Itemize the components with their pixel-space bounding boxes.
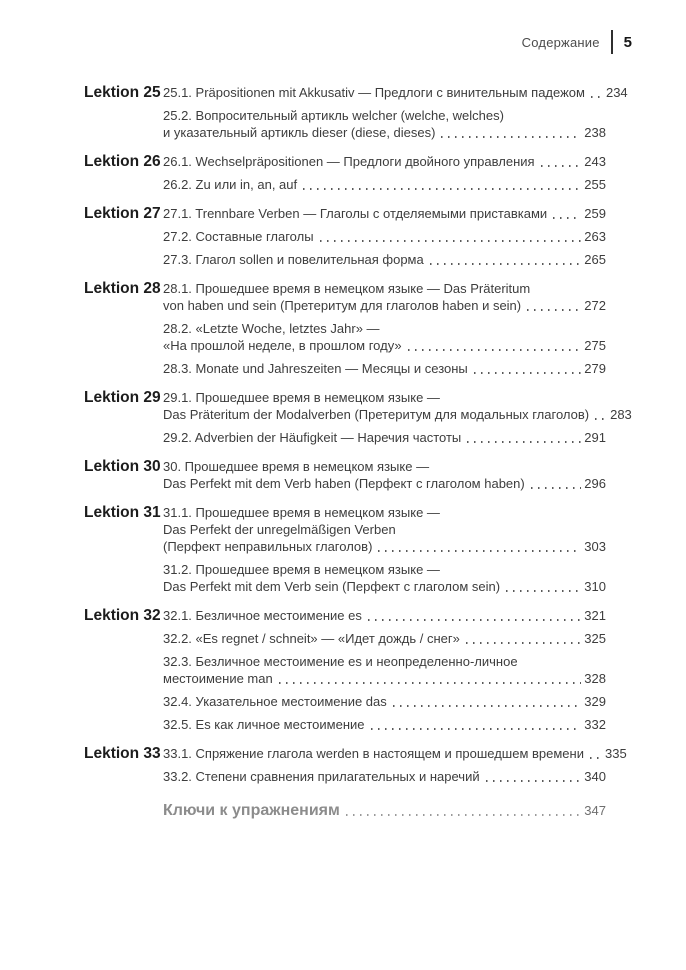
entry-page-number: 328 (584, 671, 606, 686)
entry-text: 26.2. Zu или in, an, auf (163, 177, 298, 192)
entry-page-number: 321 (584, 608, 606, 623)
dot-leader (590, 757, 602, 759)
toc-entry (163, 228, 606, 245)
entry-last-line (163, 84, 628, 101)
entry-text: 27.3. Глагол sollen и повелительная форма (163, 252, 424, 267)
entry-text: 27.1. Trennbare Verben — Глаголы с отделяемыми приставками (163, 206, 548, 221)
lesson-label: Lektion 31 (84, 504, 161, 521)
entry-text: 27.2. Составные глаголы (163, 229, 314, 244)
entry-line: 25.2. Вопросительный артикль welcher (welche, welches) (163, 108, 504, 123)
toc (84, 84, 632, 785)
dot-leader (303, 188, 581, 190)
dot-leader (591, 96, 603, 98)
entry-last-line (163, 745, 627, 762)
toc-section (84, 504, 606, 595)
dot-leader (467, 441, 581, 443)
dot-leader (408, 349, 582, 351)
dot-leader (441, 136, 581, 138)
toc-entry (163, 251, 606, 268)
entry-last-line (163, 124, 606, 141)
section-entries (163, 84, 628, 141)
entry-page-number: 255 (584, 177, 606, 192)
lesson-label: Lektion 30 (84, 458, 161, 475)
toc-entry (163, 360, 606, 377)
toc-entry (163, 745, 627, 762)
entry-line: 32.3. Безличное местоимение es и неопределенно-личное (163, 654, 518, 669)
toc-entry (163, 176, 606, 193)
entry-line: 30. Прошедшее время в немецком языке — (163, 459, 430, 474)
entry-page-number: 263 (584, 229, 606, 244)
lesson-label: Lektion 28 (84, 280, 161, 297)
section-entries (163, 153, 606, 193)
dot-leader (378, 550, 581, 552)
entry-last-line (163, 670, 606, 687)
entry-page-number: 329 (584, 694, 606, 709)
section-entries (163, 504, 606, 595)
dot-leader (531, 487, 582, 489)
dot-leader (541, 165, 582, 167)
toc-entry (163, 504, 606, 555)
lesson-label: Lektion 29 (84, 389, 161, 406)
entry-last-line (163, 251, 606, 268)
entry-last-line (163, 630, 606, 647)
entry-text: Das Präteritum der Modalverben (Претеритум для модальных глаголов) (163, 407, 590, 422)
toc-entry (163, 653, 606, 687)
entry-text: 26.1. Wechselpräpositionen — Предлоги двойного управления (163, 154, 535, 169)
entry-last-line (163, 768, 606, 785)
running-head-title: Содержание (521, 34, 600, 50)
toc-entry (163, 205, 606, 222)
entry-last-line (163, 716, 606, 733)
entry-page-number: 272 (584, 298, 606, 313)
entry-page-number: 259 (584, 206, 606, 221)
entry-page-number: 310 (584, 579, 606, 594)
entry-text: 29.2. Adverbien der Häufigkeit — Наречия частоты (163, 430, 462, 445)
running-head-page-number: 5 (623, 33, 632, 51)
dot-leader (346, 814, 581, 816)
entry-text: 32.4. Указательное местоимение das (163, 694, 387, 709)
entry-page-number: 265 (584, 252, 606, 267)
keys-entry-label: Ключи к упражнениям (163, 802, 340, 819)
entry-text: 32.2. «Es regnet / schneit» — «Идет дождь / снег» (163, 631, 460, 646)
dot-leader (527, 309, 581, 311)
entry-text: 32.5. Es как личное местоимение (163, 717, 365, 732)
entry-text: 33.1. Спряжение глагола werden в настоящем и прошедшем времени (163, 746, 584, 761)
entry-page-number: 291 (584, 430, 606, 445)
entry-page-number: 296 (584, 476, 606, 491)
toc-section (84, 205, 606, 268)
entry-page-number: 303 (584, 539, 606, 554)
entry-text: и указательный артикль dieser (diese, dieses) (163, 125, 436, 140)
toc-entry (163, 716, 606, 733)
toc-entry (163, 768, 606, 785)
dot-leader (474, 372, 582, 374)
toc-entry (163, 458, 606, 492)
entry-line: 29.1. Прошедшее время в немецком языке — (163, 390, 440, 405)
toc-entry (163, 320, 606, 354)
toc-section (84, 84, 628, 141)
entry-line: Das Perfekt der unregelmäßigen Verben (163, 522, 396, 537)
entry-line: 28.2. «Letzte Woche, letztes Jahr» — (163, 321, 380, 336)
section-entries (163, 205, 606, 268)
entry-last-line (163, 228, 606, 245)
toc-section (84, 607, 606, 733)
toc-entry (163, 429, 606, 446)
entry-text: 28.3. Monate und Jahreszeiten — Месяцы и сезоны (163, 361, 468, 376)
entry-text: 33.2. Степени сравнения прилагательных и наречий (163, 769, 480, 784)
running-head (84, 30, 632, 54)
toc-section (84, 458, 606, 492)
entry-page-number: 332 (584, 717, 606, 732)
lesson-label: Lektion 33 (84, 745, 161, 762)
dot-leader (368, 619, 581, 621)
toc-entry (163, 280, 606, 314)
lesson-label: Lektion 25 (84, 84, 161, 101)
lesson-label: Lektion 27 (84, 205, 161, 222)
entry-page-number: 243 (584, 154, 606, 169)
entry-page-number: 279 (584, 361, 606, 376)
entry-last-line (163, 607, 606, 624)
entry-last-line (163, 153, 606, 170)
lesson-label: Lektion 32 (84, 607, 161, 624)
keys-entry-page-number: 347 (584, 803, 606, 818)
dot-leader (506, 590, 581, 592)
entry-last-line (163, 205, 606, 222)
keys-row (84, 801, 606, 820)
lesson-label: Lektion 26 (84, 153, 161, 170)
dot-leader (466, 642, 581, 644)
entry-text: von haben und sein (Претеритум для глаголов haben и sein) (163, 298, 522, 313)
entry-page-number: 234 (605, 85, 628, 100)
keys-entry (163, 801, 606, 820)
toc-entry (163, 153, 606, 170)
section-entries (163, 458, 606, 492)
toc-section (84, 389, 632, 446)
keys-row-spacer (84, 801, 163, 820)
toc-entry (163, 693, 606, 710)
entry-last-line (163, 176, 606, 193)
toc-entry (163, 107, 606, 141)
entry-text: 25.1. Präpositionen mit Akkusativ — Предлоги с винительным падежом (163, 85, 585, 100)
section-entries (163, 389, 632, 446)
dot-leader (279, 682, 582, 684)
dot-leader (371, 728, 582, 730)
dot-leader (595, 418, 607, 420)
toc-entry (163, 389, 632, 423)
toc-entry (163, 561, 606, 595)
dot-leader (430, 263, 582, 265)
section-entries (163, 280, 606, 377)
toc-entry (163, 607, 606, 624)
entry-last-line (163, 475, 606, 492)
entry-page-number: 283 (610, 407, 632, 422)
entry-last-line (163, 429, 606, 446)
toc-section (84, 280, 606, 377)
dot-leader (553, 217, 581, 219)
entry-text: Das Perfekt mit dem Verb haben (Перфект с глаголом haben) (163, 476, 525, 491)
entry-last-line (163, 693, 606, 710)
entry-last-line (163, 406, 632, 423)
running-head-divider (611, 30, 613, 54)
entry-text: (Перфект неправильных глаголов) (163, 539, 373, 554)
entry-page-number: 275 (584, 338, 606, 353)
entry-text: «На прошлой неделе, в прошлом году» (163, 338, 402, 353)
entry-last-line (163, 538, 606, 555)
entry-page-number: 238 (584, 125, 606, 140)
toc-section (84, 153, 606, 193)
entry-text: 32.1. Безличное местоимение es (163, 608, 362, 623)
entry-last-line (163, 337, 606, 354)
entry-page-number: 335 (604, 746, 627, 761)
entry-line: 28.1. Прошедшее время в немецком языке — Das Präteritum (163, 281, 531, 296)
entry-line: 31.1. Прошедшее время в немецком языке — (163, 505, 440, 520)
section-entries (163, 607, 606, 733)
section-entries (163, 745, 627, 785)
dot-leader (320, 240, 582, 242)
toc-entry (163, 630, 606, 647)
entry-text: Das Perfekt mit dem Verb sein (Перфект с глаголом sein) (163, 579, 501, 594)
entry-page-number: 325 (584, 631, 606, 646)
dot-leader (393, 705, 582, 707)
entry-last-line (163, 297, 606, 314)
entry-page-number: 340 (584, 769, 606, 784)
entry-line: 31.2. Прошедшее время в немецком языке — (163, 562, 440, 577)
toc-section (84, 745, 627, 785)
dot-leader (486, 780, 582, 782)
toc-entry (163, 84, 628, 101)
entry-last-line (163, 360, 606, 377)
entry-text: местоимение man (163, 671, 273, 686)
entry-last-line (163, 578, 606, 595)
